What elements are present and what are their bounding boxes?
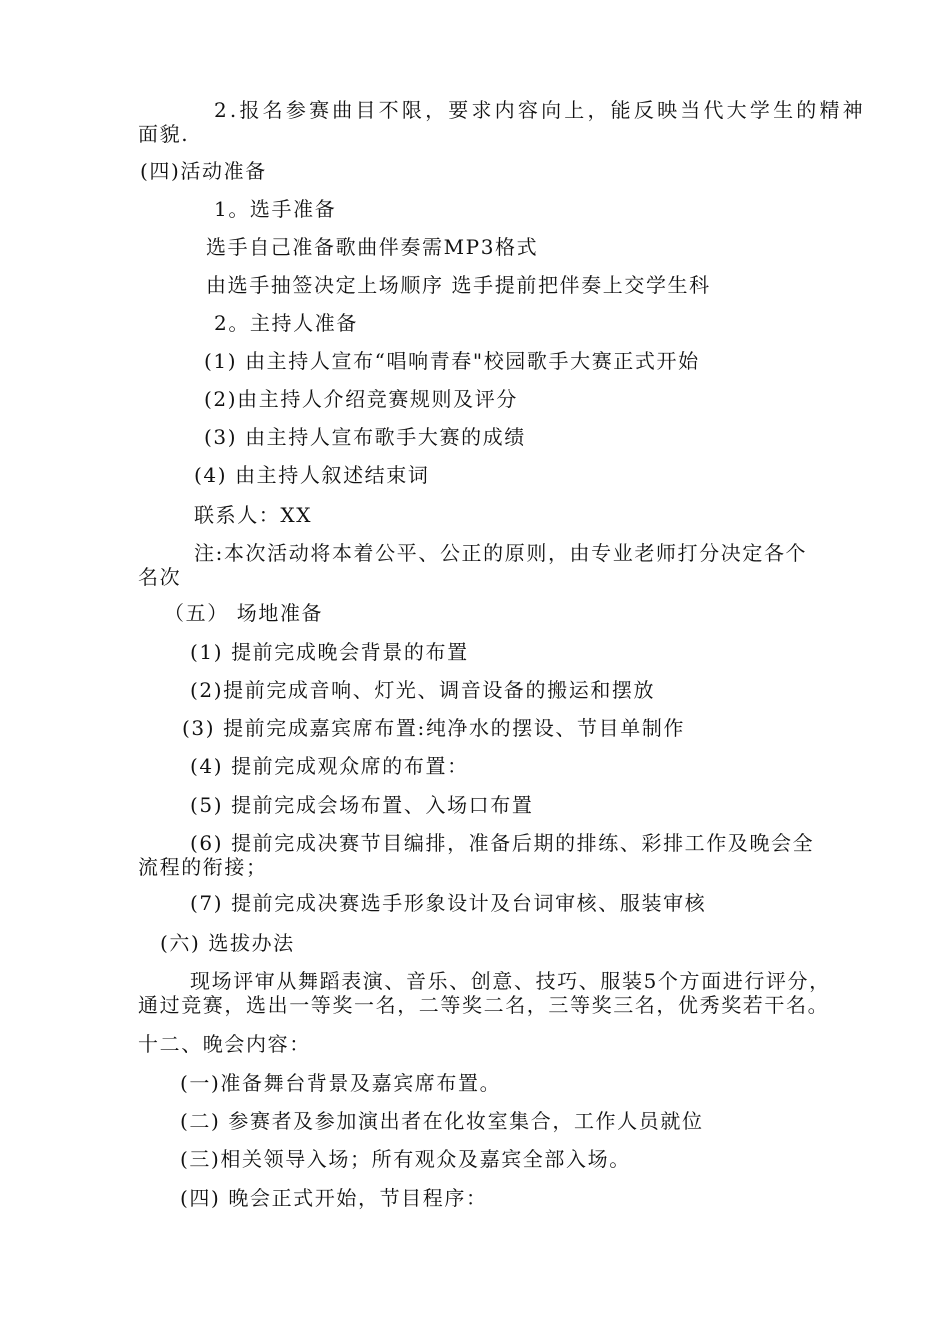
text-line: 选手自己准备歌曲伴奏需MP3格式 xyxy=(206,235,539,259)
note-line: 注:本次活动将本着公平、公正的原则，由专业老师打分决定各个 xyxy=(194,541,808,565)
list-item: (2)提前完成音响、灯光、调音设备的搬运和摆放 xyxy=(190,678,656,702)
subsection-heading: 2。主持人准备 xyxy=(214,311,358,335)
list-item: 流程的衔接； xyxy=(138,855,268,879)
list-item: (3) 提前完成嘉宾席布置:纯净水的摆设、节目单制作 xyxy=(182,716,686,740)
list-item: (四) 晚会正式开始，节目程序： xyxy=(180,1186,488,1210)
section-heading: 十二、晚会内容： xyxy=(138,1032,311,1056)
text-line: 由选手抽签决定上场顺序 选手提前把伴奏上交学生科 xyxy=(206,273,711,297)
text-line: 2.报名参赛曲目不限，要求内容向上，能反映当代大学生的精神 xyxy=(214,98,866,122)
subsection-heading: 1。选手准备 xyxy=(214,197,337,221)
list-item: (5) 提前完成会场布置、入场口布置 xyxy=(190,793,534,817)
list-item: (3) 由主持人宣布歌手大赛的成绩 xyxy=(204,425,526,449)
list-item: (1) 由主持人宣布“唱响青春"校园歌手大赛正式开始 xyxy=(204,349,700,373)
section-heading: （五） 场地准备 xyxy=(164,601,324,625)
list-item: (2)由主持人介绍竞赛规则及评分 xyxy=(204,387,518,411)
text-line: 现场评审从舞蹈表演、音乐、创意、技巧、服装5个方面进行评分， xyxy=(190,969,831,993)
contact-line: 联系人：XX xyxy=(194,503,313,527)
section-heading: (四)活动准备 xyxy=(140,159,267,183)
list-item: (三)相关领导入场；所有观众及嘉宾全部入场。 xyxy=(180,1147,631,1171)
list-item: (1) 提前完成晚会背景的布置 xyxy=(190,640,469,664)
list-item: (二) 参赛者及参加演出者在化妆室集合，工作人员就位 xyxy=(180,1109,704,1133)
text-line: 面貌. xyxy=(138,122,190,146)
note-line: 名次 xyxy=(138,565,182,589)
list-item: (一)准备舞台背景及嘉宾席布置。 xyxy=(180,1071,502,1095)
text-line: 通过竞赛，选出一等奖一名，二等奖二名，三等奖三名，优秀奖若干名。 xyxy=(138,993,830,1017)
list-item: (4) 提前完成观众席的布置： xyxy=(190,754,469,778)
section-heading: (六) 选拔办法 xyxy=(160,931,295,955)
list-item: (6) 提前完成决赛节目编排，准备后期的排练、彩排工作及晚会全 xyxy=(190,831,815,855)
list-item: (7) 提前完成决赛选手形象设计及台词审核、服装审核 xyxy=(190,891,707,915)
list-item: (4) 由主持人叙述结束词 xyxy=(194,463,430,487)
